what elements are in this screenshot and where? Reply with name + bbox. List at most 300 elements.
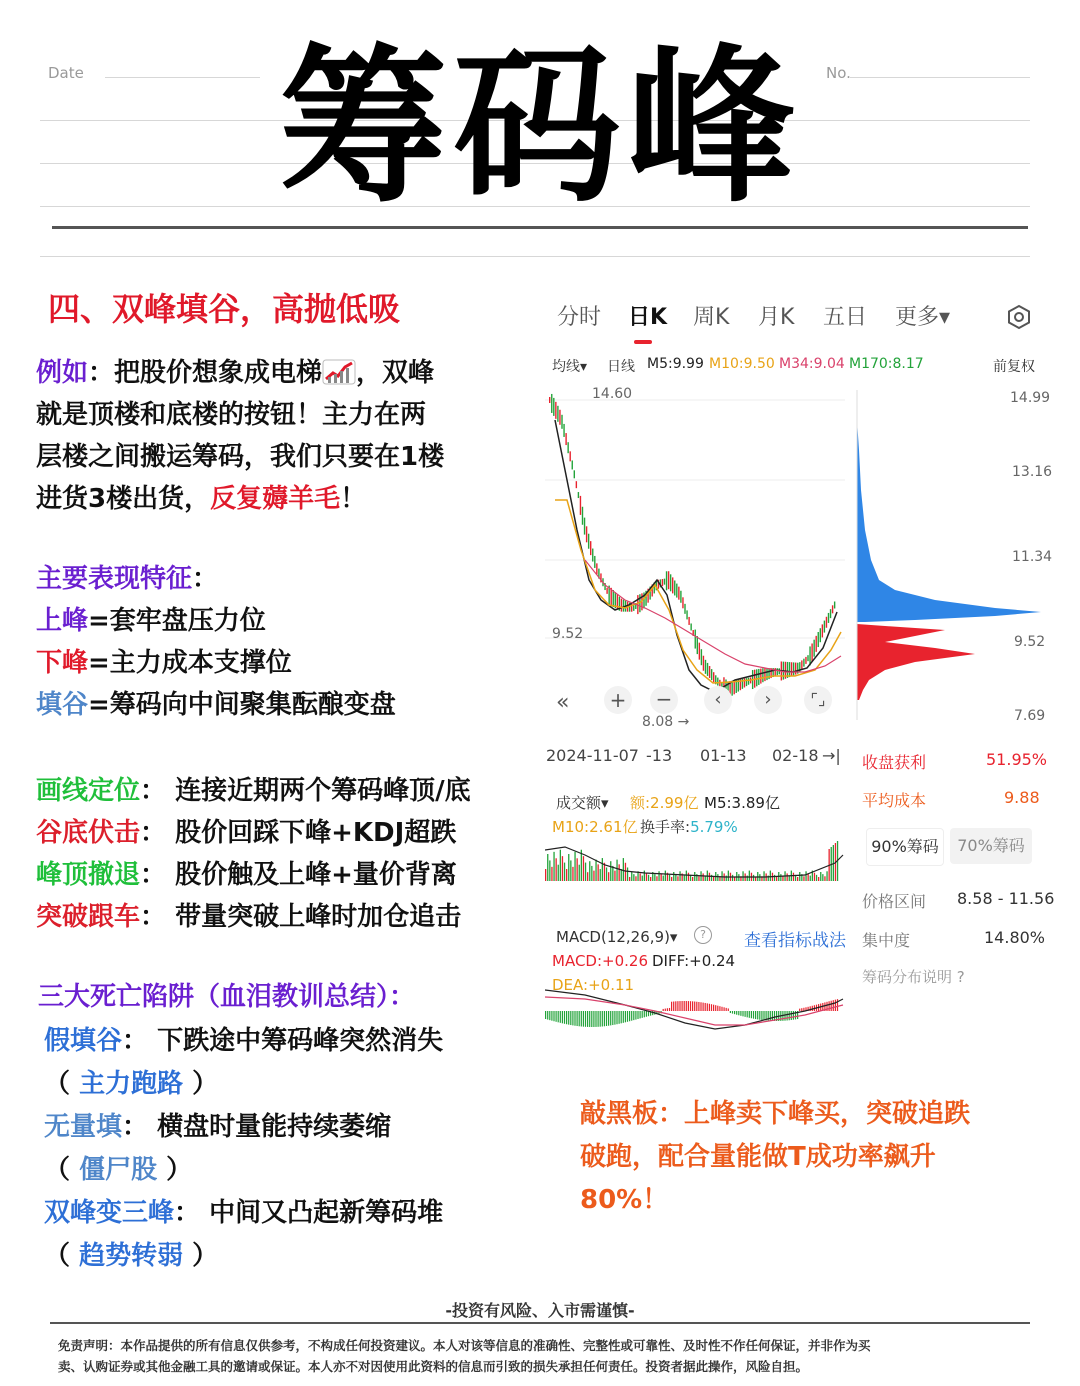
volume-bar — [551, 867, 552, 881]
scroll-left-icon[interactable]: ‹ — [704, 686, 732, 714]
macd-bar — [772, 1011, 773, 1021]
volume-bar — [610, 861, 611, 881]
turnover-label: 换手率:5.79% — [640, 818, 738, 836]
candle — [830, 609, 831, 618]
macd-bar — [564, 1011, 565, 1024]
macd-bar — [747, 1011, 748, 1017]
candle — [756, 669, 757, 686]
volume-bar — [713, 877, 714, 881]
macd-bar — [587, 1011, 588, 1027]
trap-triple-peak: 双峰变三峰： 中间又凸起新筹码堆 — [44, 1198, 444, 1228]
candlestick-chart — [545, 380, 845, 720]
volume-bar — [549, 860, 550, 881]
volume-bar — [805, 871, 806, 881]
grid — [545, 400, 845, 638]
candle — [670, 574, 671, 591]
low-price-mark: 9.52 — [552, 626, 584, 642]
macd-bar — [719, 1006, 720, 1011]
macd-bar — [595, 1011, 596, 1027]
candle — [711, 669, 712, 680]
candle — [816, 636, 817, 652]
concentration-label: 集中度 — [862, 931, 911, 950]
candle — [555, 402, 556, 419]
candle — [561, 415, 562, 429]
candle — [818, 632, 819, 647]
upper-chip-peak — [857, 420, 1041, 622]
candle — [580, 496, 581, 515]
macd-bar — [545, 1011, 546, 1019]
volume-bar — [646, 873, 647, 881]
macd-bar — [598, 1011, 599, 1027]
macd-bar — [770, 1011, 771, 1021]
macd-bar — [831, 1001, 832, 1011]
candle — [699, 643, 700, 660]
ma34-value: M34:9.04 — [779, 356, 845, 372]
candle — [811, 643, 812, 661]
volume-bar — [742, 871, 743, 881]
chip-70-button[interactable]: 70%筹码 — [950, 828, 1032, 864]
macd-help-icon[interactable]: ? — [694, 926, 712, 944]
dea-value: DEA:+0.11 — [552, 976, 635, 994]
volume-bar — [625, 863, 626, 881]
macd-bar — [612, 1011, 613, 1025]
range-value: 8.58 - 11.56 — [957, 889, 1055, 908]
macd-bar — [835, 1000, 836, 1011]
macd-bar — [570, 1011, 571, 1025]
volume-bars — [545, 835, 845, 883]
volume-bar — [572, 867, 573, 881]
volume-bar — [673, 872, 674, 881]
ma-selector[interactable]: 均线▾ — [552, 359, 588, 375]
disclaimer: 免责声明：本作品提供的所有信息仅供参考，不构成任何投资建议。本人对该等信息的准确性、完整性或可靠性、及时性不作任何保证，并非作为买 卖、认购证券或其他金融工具的邀请或保证。本人亦不对因使用此资料的信息而引致的损失承担任何责任。投资者据此操作，风险自担。 — [58, 1338, 871, 1374]
macd-bar — [732, 1011, 733, 1014]
macd-bar — [560, 1011, 561, 1023]
volume-bar — [793, 873, 794, 881]
volume-bar — [579, 865, 580, 881]
candle — [559, 410, 560, 425]
macd-bar — [707, 1003, 708, 1011]
macd-bar — [761, 1011, 762, 1020]
volume-bar — [581, 850, 582, 881]
candle — [764, 668, 765, 681]
axis-price-4: 9.52 — [1014, 634, 1046, 650]
macd-bar — [553, 1011, 554, 1021]
macd-bar — [799, 1009, 800, 1011]
candle — [613, 590, 614, 607]
volume-bar — [747, 876, 748, 881]
volume-bar — [822, 874, 823, 881]
volume-bar — [698, 876, 699, 881]
avg-cost-label: 平均成本 — [862, 791, 927, 810]
candle — [592, 549, 593, 562]
feature-lower-peak: 下峰=主力成本支撑位 — [36, 648, 292, 678]
macd-bar — [749, 1011, 750, 1018]
volume-bar — [619, 864, 620, 881]
tactics-block — [36, 770, 546, 938]
macd-bar — [682, 1001, 683, 1011]
tab-daily-k[interactable]: 日K — [628, 305, 668, 330]
candle — [758, 669, 759, 685]
intro-line-2: 就是顶楼和底楼的按钮！主力在两 — [36, 400, 427, 430]
candle — [777, 668, 778, 675]
volume-bar — [623, 858, 624, 881]
candle — [834, 602, 835, 609]
ma10-value: M10:9.50 — [709, 356, 775, 372]
candle — [789, 662, 790, 677]
macd-bar — [730, 1011, 731, 1013]
axis-price-2: 13.16 — [1012, 464, 1053, 480]
candle — [828, 613, 829, 623]
tab-five-day[interactable]: 五日 — [823, 305, 868, 330]
macd-bar — [610, 1011, 611, 1025]
ma10-line — [555, 500, 841, 683]
chip-90-button[interactable]: 90%筹码 — [866, 828, 944, 866]
candle — [664, 579, 665, 585]
volume-bar — [593, 871, 594, 881]
zoom-in-icon[interactable]: + — [604, 686, 632, 714]
volume-bar — [721, 871, 722, 881]
jump-latest-icon[interactable]: →| — [822, 746, 841, 765]
macd-bar — [740, 1011, 741, 1016]
date-start: 2024-11-07 — [546, 746, 639, 765]
volume-bar — [787, 873, 788, 881]
volume-bar — [770, 871, 771, 881]
candle — [588, 534, 589, 549]
volume-bar — [780, 874, 781, 881]
macd-bar — [633, 1011, 634, 1020]
date-label: Date — [48, 64, 84, 82]
volume-bar — [799, 872, 800, 881]
volume-bar — [587, 872, 588, 881]
macd-bar — [663, 1009, 664, 1011]
macd-bar — [646, 1011, 647, 1017]
volume-bar — [553, 852, 554, 881]
candle — [707, 663, 708, 676]
macd-bar — [711, 1004, 712, 1011]
macd-bar — [551, 1011, 552, 1021]
macd-bar — [703, 1003, 704, 1011]
candle — [574, 470, 575, 478]
feature-fill-valley: 填谷=筹码向中间聚集酝酿变盘 — [36, 690, 396, 720]
adjust-mode[interactable]: 前复权 — [993, 359, 1035, 375]
candle — [801, 660, 802, 669]
tactic-valley-ambush: 谷底伏击： 股价回踩下峰+KDJ超跌 — [36, 818, 457, 848]
macd-bar — [728, 1008, 729, 1011]
macd-bar — [709, 1004, 710, 1011]
macd-bar — [614, 1011, 615, 1025]
volume-bar — [728, 871, 729, 881]
macd-bar — [606, 1011, 607, 1026]
candle — [717, 678, 718, 686]
macd-bar — [629, 1011, 630, 1021]
volume-bar — [816, 875, 817, 881]
macd-bar — [745, 1011, 746, 1017]
candle — [584, 518, 585, 535]
ma-period: 日线 — [607, 359, 635, 375]
intro-line-4: 进货3楼出货，反复薅羊毛！ — [36, 484, 367, 514]
macd-value: MACD:+0.26 — [552, 952, 648, 970]
candle — [570, 451, 571, 461]
intro-paragraph — [36, 352, 536, 520]
volume-bar — [595, 860, 596, 881]
candle — [567, 442, 568, 453]
volume-bar — [694, 872, 695, 881]
macd-bar — [673, 1001, 674, 1011]
volume-bar — [642, 876, 643, 881]
candle — [713, 672, 714, 682]
volume-bar — [703, 873, 704, 881]
macd-bar — [677, 1001, 678, 1011]
macd-bar — [713, 1005, 714, 1011]
macd-bar — [585, 1011, 586, 1027]
candle — [695, 630, 696, 649]
settings-hex-icon[interactable] — [1006, 304, 1032, 330]
macd-bar — [694, 1002, 695, 1011]
macd-bar — [616, 1011, 617, 1024]
volume-bar — [616, 860, 617, 881]
candle — [590, 541, 591, 555]
volume-bar — [709, 873, 710, 881]
volume-bar — [686, 871, 687, 881]
candle — [668, 571, 669, 589]
trap-triple-peak-note: （ 趋势转弱 ） — [44, 1241, 219, 1271]
tab-intraday[interactable]: 分时 — [557, 305, 602, 330]
macd-bar — [759, 1011, 760, 1020]
volume-bar — [803, 876, 804, 881]
tab-monthly-k[interactable]: 月K — [758, 305, 795, 330]
macd-bar — [568, 1011, 569, 1025]
volume-bar — [562, 856, 563, 881]
macd-bar — [549, 1011, 550, 1020]
macd-bar — [684, 1001, 685, 1011]
volume-bar — [797, 877, 798, 881]
volume-bar — [547, 854, 548, 881]
candle — [760, 669, 761, 684]
macd-bar — [665, 1009, 666, 1011]
volume-bar — [717, 874, 718, 881]
candle — [596, 563, 597, 574]
tab-more[interactable]: 更多▾ — [895, 305, 951, 330]
volume-bar — [679, 871, 680, 881]
volume-bar — [612, 866, 613, 881]
volume-bar — [810, 876, 811, 881]
volume-bar — [677, 876, 678, 881]
intro-line-3: 层楼之间搬运筹码，我们只要在1楼 — [36, 442, 445, 472]
volume-bar — [570, 860, 571, 881]
date-2: -13 — [646, 746, 673, 765]
volume-bar — [656, 876, 657, 881]
candle — [678, 587, 679, 600]
fullscreen-icon[interactable]: ⌜⌟ — [804, 686, 832, 714]
macd-bar — [755, 1011, 756, 1019]
macd-bar — [640, 1011, 641, 1018]
macd-bar — [591, 1011, 592, 1027]
candle — [748, 678, 749, 685]
candle — [578, 492, 579, 498]
candle — [621, 599, 622, 612]
candle — [684, 604, 685, 614]
volume-bar — [577, 858, 578, 881]
volume-selector[interactable]: 成交额▾ — [556, 794, 609, 812]
macd-bar — [679, 1001, 680, 1011]
volume-bar — [614, 871, 615, 881]
volume-bar — [763, 871, 764, 881]
volume-bar — [627, 867, 628, 881]
volume-bar — [824, 876, 825, 881]
candle — [576, 481, 577, 488]
macd-bar — [721, 1007, 722, 1011]
macd-bar — [757, 1011, 758, 1019]
candle — [703, 656, 704, 671]
macd-bar — [558, 1011, 559, 1022]
candle — [709, 666, 710, 678]
macd-bar — [669, 1008, 670, 1011]
risk-warning: -投资有风险、入市需谨慎- — [445, 1301, 635, 1320]
volume-bar — [608, 872, 609, 881]
volume-bar — [665, 871, 666, 881]
macd-selector[interactable]: MACD(12,26,9)▾ — [556, 928, 678, 946]
macd-bar — [593, 1011, 594, 1027]
macd-bar — [690, 1001, 691, 1011]
features-title: 主要表现特征： — [36, 564, 219, 594]
trap-no-volume-note: （ 僵尸股 ） — [44, 1155, 193, 1185]
volume-amount: 额:2.99亿 — [630, 794, 699, 812]
candle — [813, 640, 814, 657]
volume-bar — [648, 875, 649, 881]
macd-histogram — [545, 985, 845, 1037]
macd-bar — [763, 1011, 764, 1020]
macd-bar — [579, 1011, 580, 1026]
candle — [731, 681, 732, 696]
macd-bar — [753, 1011, 754, 1019]
macd-bar — [803, 1008, 804, 1011]
candle — [682, 597, 683, 608]
volume-bar — [663, 876, 664, 881]
indicator-strategy-link[interactable]: 查看指标战法 — [744, 931, 846, 951]
volume-bar — [631, 872, 632, 881]
volume-bar — [589, 861, 590, 881]
zoom-out-left-icon[interactable]: « — [556, 690, 570, 715]
candle — [762, 668, 763, 682]
intro-line-1: 例如：把股价想象成电梯 ，双峰 — [36, 358, 435, 388]
volume-bar — [591, 866, 592, 881]
chip-help-link[interactable]: 筹码分布说明 ? — [862, 968, 965, 986]
macd-bar — [635, 1011, 636, 1020]
volume-bar — [820, 872, 821, 881]
volume-bar — [583, 856, 584, 881]
tactic-breakout: 突破跟车： 带量突破上峰时加仓追击 — [36, 902, 462, 932]
ma170-value: M170:8.17 — [849, 356, 924, 372]
volume-bar — [650, 877, 651, 881]
macd-bar — [698, 1002, 699, 1011]
macd-bar — [742, 1011, 743, 1016]
features-block — [36, 558, 536, 726]
macd-bar — [700, 1002, 701, 1011]
tactic-draw-line: 画线定位： 连接近期两个筹码峰顶/底 — [36, 776, 471, 806]
candle — [586, 526, 587, 542]
candle — [565, 433, 566, 445]
macd-bar — [625, 1011, 626, 1022]
volume-bar — [633, 874, 634, 881]
macd-bar — [784, 1011, 785, 1021]
volume-bar — [640, 873, 641, 881]
candle — [824, 621, 825, 633]
volume-bar — [688, 873, 689, 881]
profit-label: 收盘获利 — [862, 753, 927, 772]
tactic-peak-retreat: 峰顶撤退： 股价触及上峰+量价背离 — [36, 860, 457, 890]
candle — [697, 636, 698, 654]
volume-bar — [671, 877, 672, 881]
macd-bar — [751, 1011, 752, 1018]
macd-bar — [801, 1008, 802, 1011]
volume-bar — [675, 874, 676, 881]
volume-bar — [602, 858, 603, 881]
chart-emoji-icon — [322, 356, 356, 382]
macd-bar — [583, 1011, 584, 1027]
macd-bar — [726, 1008, 727, 1011]
macd-bar — [621, 1011, 622, 1023]
volume-bar — [726, 876, 727, 881]
candle — [557, 406, 558, 422]
candle — [549, 397, 550, 403]
macd-bar — [791, 1011, 792, 1020]
volume-bar — [545, 869, 546, 881]
scroll-right-icon[interactable]: › — [754, 686, 782, 714]
candle — [820, 628, 821, 642]
key-tip: 敲黑板：上峰卖下峰买，突破追跌 破跑，配合量能做T成功率飙升 80%！ — [580, 1099, 971, 1215]
macd-bar — [627, 1011, 628, 1022]
volume-bar — [654, 874, 655, 881]
candle — [746, 678, 747, 686]
traps-block — [44, 1020, 544, 1278]
macd-bar — [705, 1003, 706, 1011]
volume-ma5: M5:3.89亿 — [704, 794, 780, 812]
candle — [803, 659, 804, 667]
lower-chip-peak — [857, 624, 975, 700]
axis-price-5: 7.69 — [1014, 708, 1046, 724]
candle — [686, 610, 687, 619]
volume-bar — [684, 876, 685, 881]
volume-bar — [661, 873, 662, 881]
title-underline — [52, 226, 1028, 229]
macd-bar — [572, 1011, 573, 1025]
trap-fake-fill-note: （ 主力跑路 ） — [44, 1069, 219, 1099]
candle — [705, 660, 706, 674]
macd-bar — [724, 1007, 725, 1011]
macd-bar — [715, 1005, 716, 1011]
volume-bar — [629, 877, 630, 881]
macd-bar — [688, 1001, 689, 1011]
volume-bar — [560, 850, 561, 881]
macd-bar — [623, 1011, 624, 1023]
zoom-out-icon[interactable]: − — [650, 686, 678, 714]
volume-bar — [600, 869, 601, 881]
volume-bar — [568, 854, 569, 881]
diff-value: DIFF:+0.24 — [652, 952, 736, 970]
macd-bar — [556, 1011, 557, 1022]
macd-bar — [574, 1011, 575, 1026]
volume-bar — [564, 863, 565, 881]
macd-bar — [738, 1011, 739, 1015]
candle — [680, 591, 681, 603]
page-title: 筹码峰 — [279, 29, 801, 225]
volume-bar — [644, 871, 645, 881]
macd-bar — [642, 1011, 643, 1018]
candle — [793, 662, 794, 675]
candle — [807, 655, 808, 661]
tab-weekly-k[interactable]: 周K — [693, 305, 730, 330]
macd-bar — [829, 1001, 830, 1011]
